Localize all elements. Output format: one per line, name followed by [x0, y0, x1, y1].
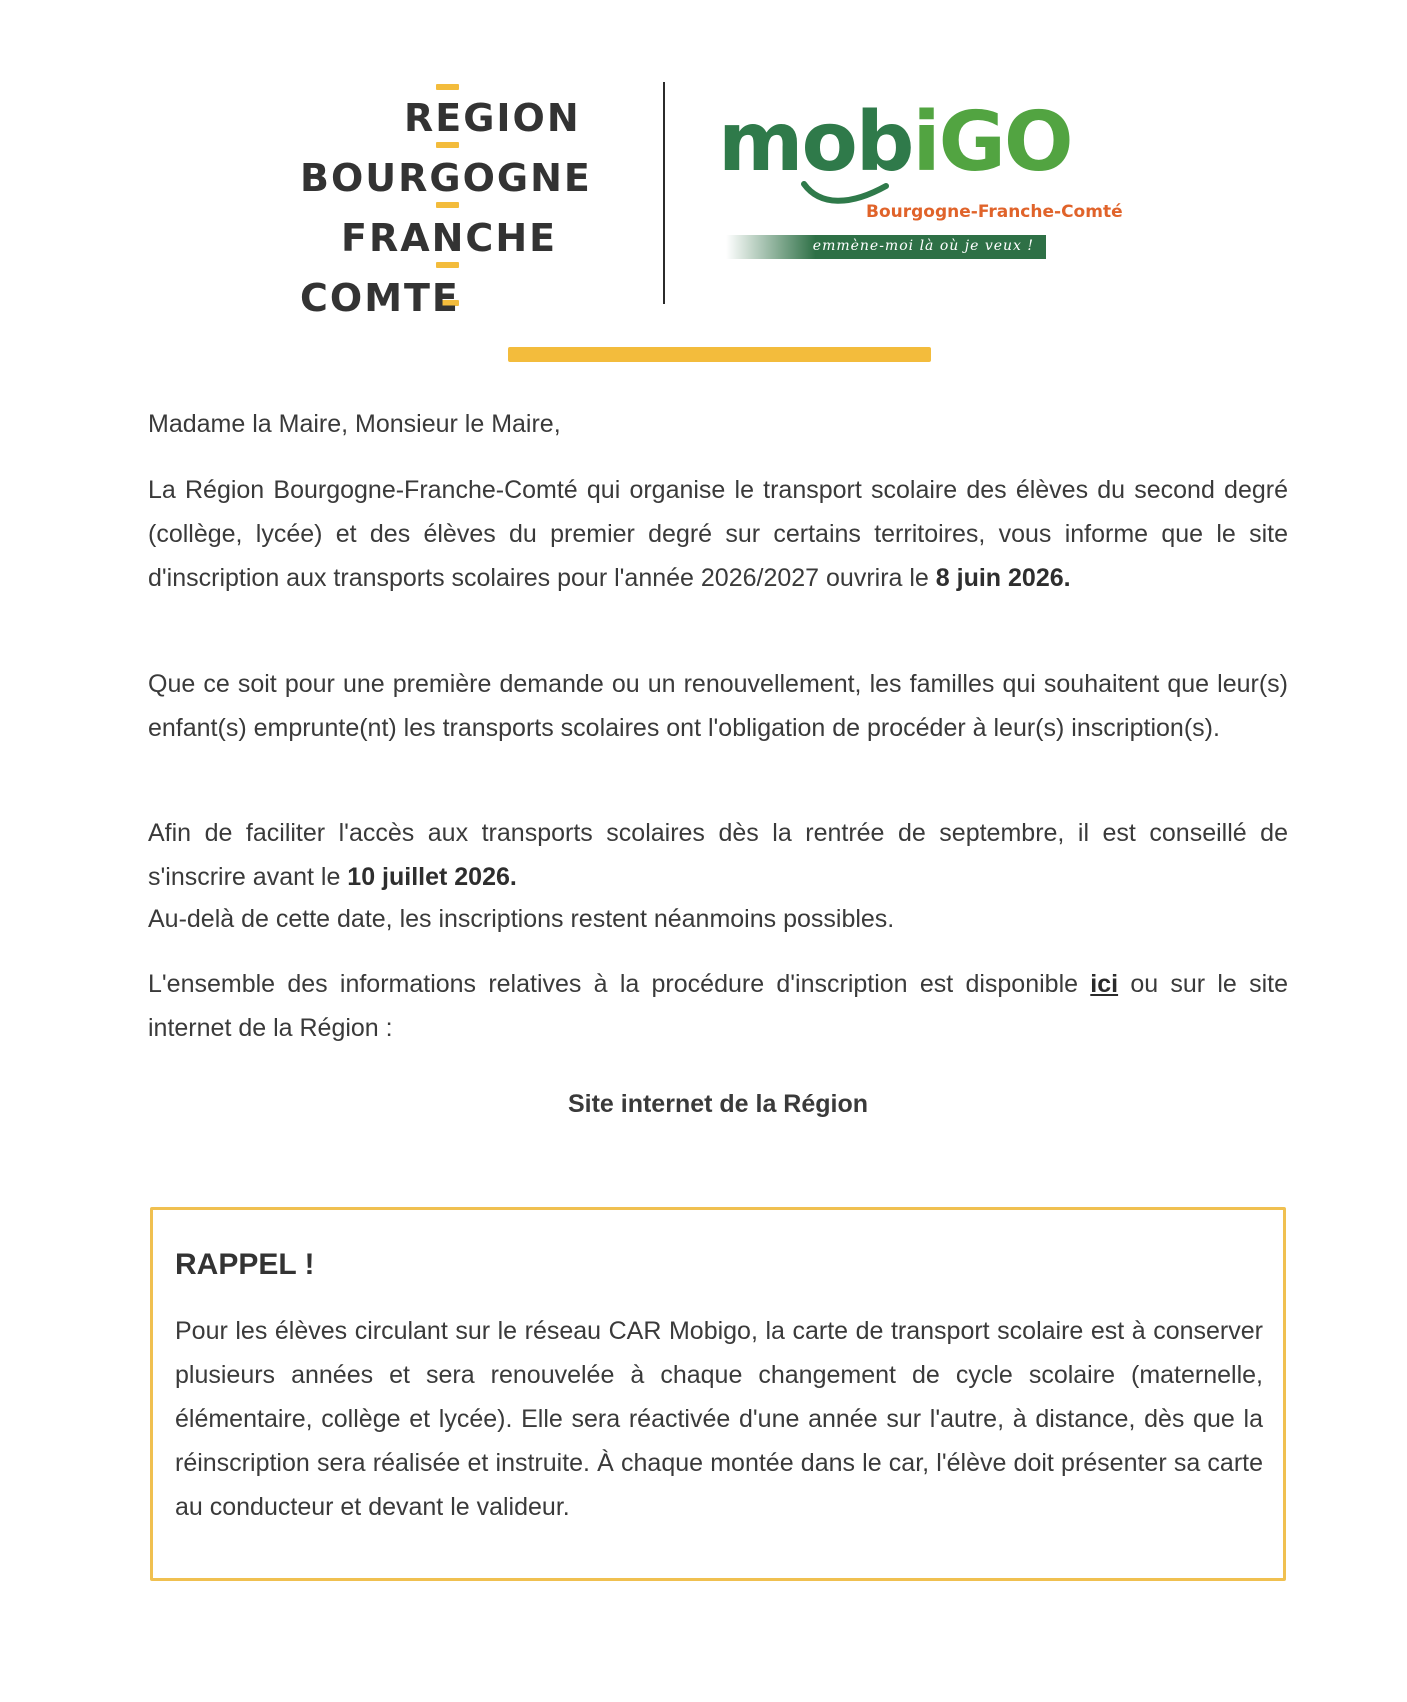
region-logo-line-1: REGION	[404, 96, 581, 140]
paragraph-4-text-end: ou sur le site internet de la Région :	[148, 970, 1288, 1042]
mobigo-tagline: emmène-moi là où je veux !	[812, 238, 1034, 254]
rappel-title: RAPPEL !	[175, 1248, 315, 1281]
paragraph-3-text: Afin de faciliter l'accès aux transports scolaires dès la rentrée de septembre, il est conseillé de s'inscrire avant le	[148, 819, 1288, 891]
mobigo-logo	[718, 95, 1123, 268]
paragraph-obligation: Que ce soit pour une première demande ou un renouvellement, les familles qui souhaitent que leur(s) enfant(s) emprunte(nt) les transports scolaires ont l'obligation de procéder à leur(s) inscription(s).	[148, 670, 1288, 742]
mobigo-subtitle: Bourgogne-Franche-Comté	[866, 202, 1123, 222]
paragraph-1-text: La Région Bourgogne-Franche-Comté qui organise le transport scolaire des élèves du second degré (collège, lycée) et des élèves du premier degré sur certains territoires, vous informe que le site d'inscription aux transports scolaires pour l'année 2026/2027 ouvrira le	[148, 476, 1288, 592]
paragraph-deadline	[148, 811, 1288, 899]
region-logo-line-4: COMTE	[300, 276, 460, 320]
ici-link[interactable]: ici	[1090, 970, 1119, 998]
deadline-date: 10 juillet 2026.	[347, 863, 517, 891]
salutation: Madame la Maire, Monsieur le Maire,	[148, 410, 561, 438]
rappel-box	[150, 1207, 1286, 1581]
header-divider	[663, 82, 665, 304]
mobigo-wordmark-part1: mob	[718, 95, 913, 190]
paragraph-registration-opening	[148, 468, 1288, 600]
paragraph-information	[148, 962, 1288, 1050]
paragraph-after-deadline: Au-delà de cette date, les inscriptions restent néanmoins possibles.	[148, 905, 895, 933]
rappel-text: Pour les élèves circulant sur le réseau CAR Mobigo, la carte de transport scolaire est à conserver plusieurs années et sera renouvelée à chaque changement de cycle scolaire (maternelle, élémentaire, collège et lycée). Elle sera réactivée d'une année sur l'autre, à distance, dès que la réinscription sera réalisée et instruite. À chaque montée dans le car, l'élève doit présenter sa carte au conducteur et devant le valideur.	[175, 1317, 1263, 1521]
region-website-link[interactable]: Site internet de la Région	[567, 1090, 869, 1118]
mobigo-tagline-banner	[726, 235, 1046, 259]
header-yellow-rule	[508, 347, 931, 362]
region-logo-line-2: BOURGOGNE	[300, 156, 592, 200]
paragraph-4-text: L'ensemble des informations relatives à la procédure d'inscription est disponible	[148, 970, 1091, 998]
region-logo-line-3: FRANCHE	[341, 216, 558, 260]
mobigo-wordmark	[718, 95, 1072, 190]
opening-date: 8 juin 2026.	[935, 564, 1071, 592]
mobigo-wordmark-part2: iGO	[912, 95, 1072, 190]
region-bfc-logo	[300, 80, 630, 320]
